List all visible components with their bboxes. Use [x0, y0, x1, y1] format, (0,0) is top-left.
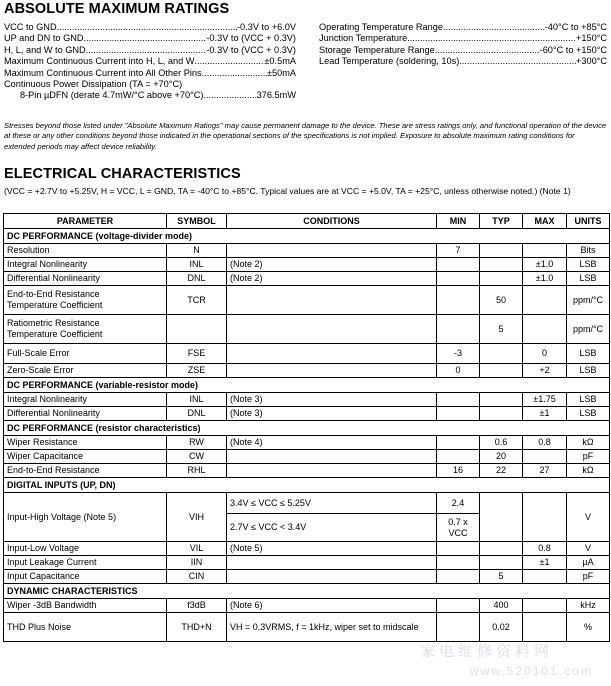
table-row: Differential Nonlinearity DNL (Note 2) ±1.0 LSB [4, 272, 610, 286]
section-row: DYNAMIC CHARACTERISTICS [4, 584, 610, 599]
amr-row: Storage Temperature Range ..... -60°C to +150°C [319, 45, 607, 56]
amr-title: ABSOLUTE MAXIMUM RATINGS [4, 1, 230, 17]
amr-row: Continuous Power Dissipation (TA = +70°C) [4, 79, 183, 90]
section-row: DIGITAL INPUTS (UP, DN) [4, 478, 610, 493]
table-row: Wiper -3dB Bandwidth f3dB (Note 6) 400 kHz [4, 599, 610, 613]
table-row: THD Plus Noise THD+N VH = 0.3VRMS, f = 1kHz, wiper set to midscale 0.02 % [4, 613, 610, 642]
table-row: End-to-End Resistance RHL 16 22 27 kΩ [4, 464, 610, 478]
amr-row: Lead Temperature (soldering, 10s) ..... +300°C [319, 56, 607, 67]
ec-conditions: (VCC = +2.7V to +5.25V, H = VCC, L = GND, TA = -40°C to +85°C. Typical values are at VCC = +5.0V, TA = +25°C, unless otherwise noted.) (Note 1) [4, 186, 571, 196]
table-row: Full-Scale Error FSE -3 0 LSB [4, 344, 610, 364]
amr-row: Maximum Continuous Current into All Other Pins ..... ±50mA [4, 68, 296, 79]
amr-row: 8-Pin µDFN (derate 4.7mW/°C above +70°C) ..... 376.5mW [4, 90, 296, 101]
amr-left-list [4, 22, 296, 102]
amr-row: Operating Temperature Range ..... -40°C to +85°C [319, 22, 607, 33]
col-header: MAX [523, 214, 567, 229]
table-row: Input-High Voltage (Note 5) VIH 3.4V ≤ VCC ≤ 5.25V 2.4 V [4, 493, 610, 514]
amr-row: UP and DN to GND ..... -0.3V to (VCC + 0.3V) [4, 33, 296, 44]
table-row: Differential Nonlinearity DNL (Note 3) ±1 LSB [4, 407, 610, 421]
table-row: Input Leakage Current IIN ±1 µA [4, 556, 610, 570]
section-row: DC PERFORMANCE (variable-resistor mode) [4, 378, 610, 393]
table-row: Wiper Resistance RW (Note 4) 0.6 0.8 kΩ [4, 436, 610, 450]
col-header: CONDITIONS [227, 214, 437, 229]
amr-right-list [319, 22, 607, 68]
table-row: Input Capacitance CIN 5 pF [4, 570, 610, 584]
section-row: DC PERFORMANCE (voltage-divider mode) [4, 229, 610, 244]
table-row: Wiper Capacitance CW 20 pF [4, 450, 610, 464]
col-header: MIN [437, 214, 480, 229]
table-row: 2.7V ≤ VCC < 3.4V 0.7 x VCC [4, 514, 610, 542]
table-row: Integral Nonlinearity INL (Note 3) ±1.75 LSB [4, 393, 610, 407]
table-header-row [4, 214, 610, 229]
table-row: End-to-End Resistance Temperature Coefficient TCR 50 ppm/°C [4, 286, 610, 315]
amr-row: VCC to GND ..... -0.3V to +6.0V [4, 22, 296, 33]
table-row: Ratiometric Resistance Temperature Coefficient 5 ppm/°C [4, 315, 610, 344]
stress-note: Stresses beyond those listed under "Absolute Maximum Ratings" may cause permanent damage to the device. These are stress ratings only, and functional operation of the device at these or any other conditions beyond those indicated in the operational sections of the specifications is not implied. Exposure to absolute maximum rating conditions for extended periods may affect device reliability. [4, 121, 607, 151]
ec-title: ELECTRICAL CHARACTERISTICS [4, 166, 241, 182]
col-header: SYMBOL [167, 214, 227, 229]
table-row: Input-Low Voltage VIL (Note 5) 0.8 V [4, 542, 610, 556]
section-row: DC PERFORMANCE (resistor characteristics) [4, 421, 610, 436]
table-row: Zero-Scale Error ZSE 0 +2 LSB [4, 364, 610, 378]
col-header: PARAMETER [4, 214, 167, 229]
amr-row: Maximum Continuous Current into H, L, and W ..... ±0.5mA [4, 56, 296, 67]
watermark-text: 家电维修资料网 [420, 642, 554, 660]
table-row: Resolution N 7 Bits [4, 244, 610, 258]
watermark-url: www.520101.com [470, 664, 593, 678]
table-row: Integral Nonlinearity INL (Note 2) ±1.0 LSB [4, 258, 610, 272]
col-header: UNITS [567, 214, 610, 229]
electrical-characteristics-table [3, 213, 610, 642]
amr-row: Junction Temperature ..... +150°C [319, 33, 607, 44]
col-header: TYP [480, 214, 523, 229]
amr-row: H, L, and W to GND ..... -0.3V to (VCC + 0.3V) [4, 45, 296, 56]
